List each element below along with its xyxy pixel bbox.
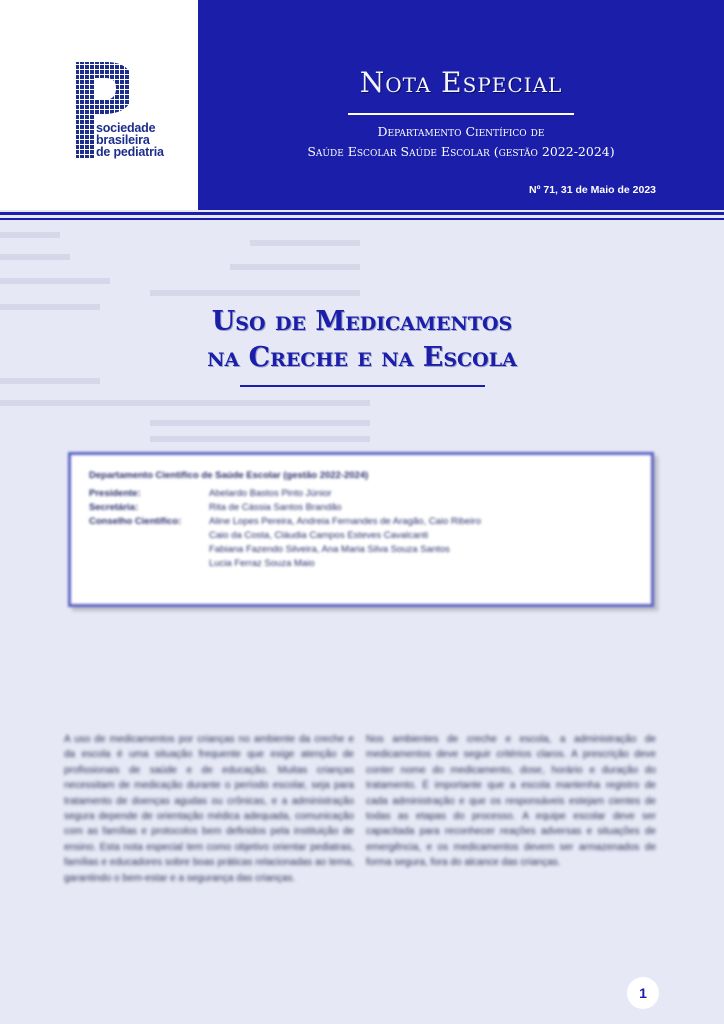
info-row-value: Lucia Ferraz Souza Maio	[209, 558, 315, 569]
page-number: 1	[627, 977, 659, 1009]
issue-number: Nº 71, 31 de Maio de 2023	[529, 184, 656, 196]
info-row-key: Conselho Científico:	[89, 516, 182, 527]
header-subtitle-line-2: Saúde Escolar Saúde Escolar (gestão 2022-2024)	[307, 144, 615, 159]
info-row	[89, 487, 633, 501]
header-underline	[0, 212, 724, 215]
document-title-line-2: na Creche e na Escola	[207, 342, 517, 373]
info-row	[89, 515, 633, 529]
info-row	[89, 557, 633, 571]
header-subtitle	[198, 122, 724, 162]
logo-area	[0, 0, 198, 210]
body-column-left	[64, 732, 354, 962]
info-row-value: Fabiana Fazendo Silveira, Ana Maria Silva Souza Santos	[209, 544, 450, 555]
title-underline	[240, 385, 485, 387]
info-row-value: Rita de Cássia Santos Brandão	[209, 502, 342, 513]
info-row	[89, 529, 633, 543]
info-row-value: Aline Lopes Pereira, Andreia Fernandes de Aragão, Caio Ribeiro	[209, 516, 481, 527]
info-row-key	[89, 543, 209, 557]
info-row-value: Caio da Costa, Cláudia Campos Esteves Cavalcanti	[209, 530, 429, 541]
info-row-value: Abelardo Bastos Pinto Júnior	[209, 488, 332, 499]
body-paragraph: Nos ambientes de creche e escola, a administração de medicamentos deve seguir critérios claros. A prescrição deve conter nome do medicamento, dose, horário e duração do tratamento. É importante que a escola mantenha registro de cada administração e que os responsáveis estejam cientes de todas as etapas do processo. A equipe escolar deve ser capacitada para reconhecer reações adversas e situações de emergência, e os medicamentos devem ser armazenados de forma segura, fora do alcance das crianças.	[366, 734, 656, 869]
logo-line-1: sociedade	[96, 121, 156, 135]
info-box-heading: Departamento Científico de Saúde Escolar (gestão 2022-2024)	[89, 470, 369, 481]
committee-info-box	[68, 452, 654, 607]
info-row-key: Presidente:	[89, 488, 141, 499]
body-paragraph: A uso de medicamentos por crianças no ambiente da creche e da escola é uma situação frequente que exige atenção de profissionais de saúde e de educação. Muitas crianças necessitam de medicação durante o período escolar, seja para tratamento de doenças agudas ou crônicas, e a administração segura depende de orientação médica adequada, comunicação com as famílias e protocolos bem definidos pela instituição de ensino. Esta nota especial tem como objetivo orientar pediatras, famílias e educadores sobre boas práticas relacionadas ao tema, garantindo o bem-estar e a segurança das crianças.	[64, 734, 354, 884]
header-subtitle-line-1: Departamento Científico de	[377, 124, 545, 139]
header-divider	[348, 113, 574, 115]
document-title-line-1: Uso de Medicamentos	[211, 306, 513, 337]
logo-line-2: brasileira	[96, 133, 150, 147]
info-row	[89, 543, 633, 557]
logo-wordmark	[96, 122, 164, 158]
info-row-key	[89, 529, 209, 543]
info-row-key	[89, 557, 209, 571]
header-title: Nota Especial	[359, 66, 563, 99]
body-column-right	[366, 732, 656, 962]
info-row-key: Secretária:	[89, 502, 139, 513]
document-title	[140, 304, 584, 376]
logo-line-3: de pediatria	[96, 145, 164, 159]
info-row	[89, 501, 633, 515]
header-band	[198, 0, 724, 210]
